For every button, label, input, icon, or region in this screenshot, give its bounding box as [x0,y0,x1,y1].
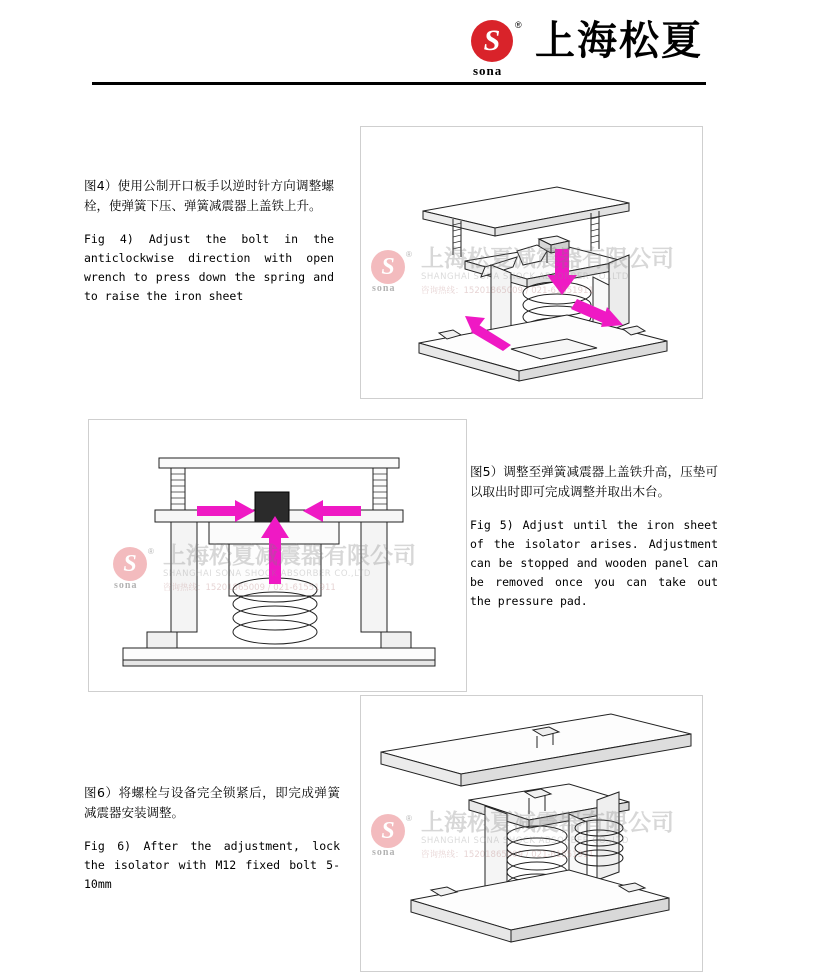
watermark-pinyin: sona [114,580,138,591]
fig4-caption-en: Fig 4) Adjust the bolt in the anticlockwise direction with open wrench to press down the spring and to raise the iron sheet [84,232,334,303]
watermark-company-cn: 上海松夏减震器有限公司 [421,810,674,836]
fig5-caption-cn: 图5）调整至弹簧减震器上盖铁升高，压垫可以取出时即可完成调整并取出木台。 [470,464,718,499]
watermark-pinyin: sona [372,283,396,294]
fig6-caption [84,783,340,894]
fig4-drawing [361,127,700,396]
fig6-image [360,695,703,972]
fig4-caption [84,176,334,306]
fig4-caption-cn: 图4）使用公制开口板手以逆时针方向调整螺栓，使弹簧下压、弹簧减震器上盖铁上升。 [84,178,334,213]
logo-letter: S [483,24,501,57]
registered-mark-icon: ® [515,20,522,30]
watermark-letter: S [123,551,137,577]
fig5-caption [470,462,718,611]
watermark-letter: S [381,254,395,280]
header-divider [92,82,706,85]
watermark-company-en: SHANGHAI SONA SHOCK ABSORBER CO.,LTD [421,836,629,846]
fig6-drawing [361,696,700,969]
fig6-caption-en: Fig 6) After the adjustment, lock the isolator with M12 fixed bolt 5-10mm [84,839,340,891]
watermark-company-en: SHANGHAI SONA SHOCK ABSORBER CO.,LTD [421,272,629,282]
company-logo [471,18,703,78]
watermark-company-cn: 上海松夏减震器有限公司 [163,543,416,569]
fig5-image [88,419,467,692]
fig5-caption-en: Fig 5) Adjust until the iron sheet of the isolator arises. Adjustment can be stopped and wooden panel can be removed once you can take out the pressure pad. [470,518,718,608]
sona-logo-icon [471,18,525,78]
watermark-hotline: 咨询热线：15201865009 / 021-61551911 [163,583,336,593]
fig4-image [360,126,703,399]
watermark-registered-icon: ® [406,250,412,259]
watermark-registered-icon: ® [406,814,412,823]
watermark-hotline: 咨询热线：15201865009 / 021-61551911 [421,850,594,860]
watermark-hotline: 咨询热线：15201865009 / 021-61551911 [421,286,594,296]
watermark-pinyin: sona [372,847,396,858]
logo-pinyin: sona [473,63,503,78]
watermark-company-cn: 上海松夏减震器有限公司 [421,246,674,272]
fig5-drawing [89,420,464,689]
watermark-registered-icon: ® [148,547,154,556]
watermark-company-en: SHANGHAI SONA SHOCK ABSORBER CO.,LTD [163,569,371,579]
fig6-caption-cn: 图6）将螺栓与设备完全锁紧后，即完成弹簧减震器安装调整。 [84,785,340,820]
logo-company-name: 上海松夏 [535,18,703,64]
watermark-letter: S [381,818,395,844]
page-header [0,0,813,92]
